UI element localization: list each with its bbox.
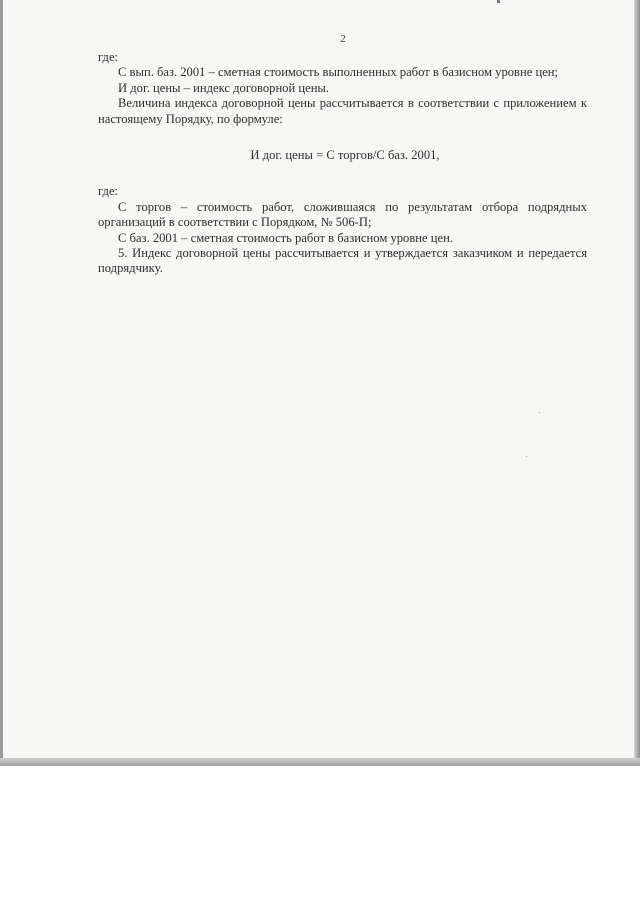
paragraph-where-2: где: (98, 184, 119, 199)
scan-artifact-mark (497, 0, 500, 3)
scan-left-edge (0, 0, 3, 766)
scan-right-edge (634, 0, 640, 766)
formula: И дог. цены = С торгов/С баз. 2001, (250, 148, 440, 163)
paragraph-item-5: 5. Индекс договорной цены рассчитывается и утверждается заказчиком и передается подрядчику. (98, 246, 587, 276)
paragraph-c-baz-definition: С баз. 2001 – сметная стоимость работ в базисном уровне цен. (118, 230, 453, 245)
scan-speck (539, 412, 540, 413)
paragraph-c-vyp-definition: С вып. баз. 2001 – сметная стоимость выполненных работ в базисном уровне цен; (118, 65, 559, 80)
paragraph-c-torgov-definition: С торгов – стоимость работ, сложившаяся по результатам отбора подрядных организаций в соответствии с Порядком, № 506-П; (98, 199, 587, 230)
paragraph-index-calculation: Величина индекса договорной цены рассчитывается в соответствии с приложением к настоящему Порядку, по формуле: (98, 96, 587, 126)
page-number: 2 (340, 33, 346, 45)
paragraph-index-definition: И дог. цены – индекс договорной цены. (118, 80, 330, 95)
blank-area (0, 766, 640, 905)
paragraph-where-1: где: (98, 50, 119, 64)
scan-speck (526, 456, 527, 457)
scan-bottom-edge (0, 758, 640, 766)
document-body (98, 50, 587, 277)
